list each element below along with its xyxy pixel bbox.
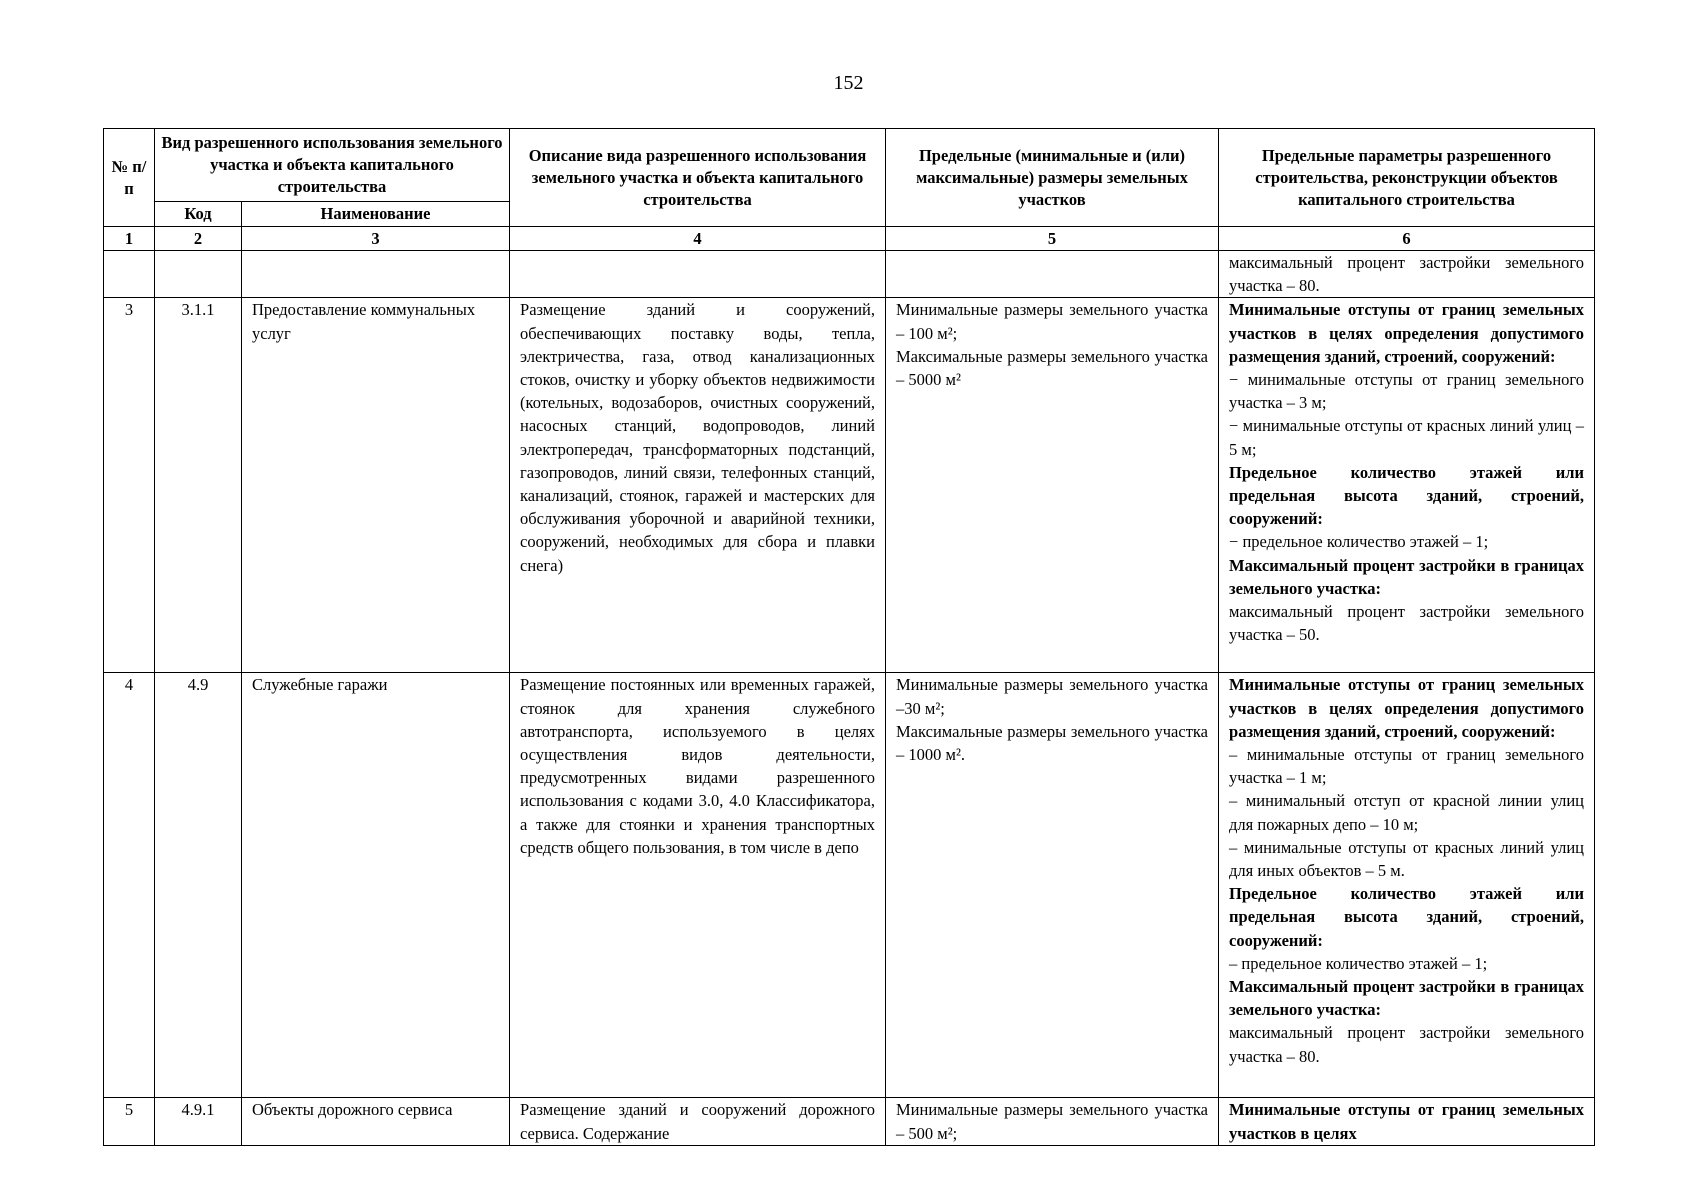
param-line: максимальный процент застройки земельного участка – 50. (1229, 602, 1585, 645)
column-number: 1 (104, 227, 155, 251)
row-number: 3 (104, 298, 155, 673)
param-line: − минимальные отступы от границ земельного участка – 3 м; (1229, 370, 1585, 413)
row-number: 4 (104, 673, 155, 1098)
column-number: 5 (886, 227, 1219, 251)
table-row (104, 673, 1595, 1098)
row-number: 5 (104, 1098, 155, 1145)
param-heading: Предельное количество этажей или предельная высота зданий, строений, сооружений: (1229, 462, 1585, 529)
params-cell (1219, 1098, 1595, 1145)
row-name: Объекты дорожного сервиса (242, 1098, 510, 1145)
column-number: 3 (242, 227, 510, 251)
param-line: максимальный процент застройки земельного участка – 80. (1229, 1023, 1585, 1066)
table-row-continued (104, 251, 1595, 298)
param-line: – минимальные отступы от красных линий улиц для иных объектов – 5 м. (1229, 837, 1585, 881)
params-cell (1219, 251, 1595, 298)
header-code: Код (155, 202, 242, 227)
table-row (104, 298, 1595, 673)
params-cell (1219, 298, 1595, 673)
size-line: Минимальные размеры земельного участка – 100 м²; (896, 300, 1209, 343)
row-name: Предоставление коммунальных услуг (242, 298, 510, 673)
size-line: Минимальные размеры земельного участка – 500 м²; (896, 1100, 1209, 1143)
row-description: Размещение зданий и сооружений дорожного сервиса. Содержание (510, 1098, 886, 1145)
row-code: 4.9.1 (155, 1098, 242, 1145)
column-number: 6 (1219, 227, 1595, 251)
header-name: Наименование (242, 202, 510, 227)
param-line: − предельное количество этажей – 1; (1229, 532, 1489, 552)
param-line: − минимальные отступы от красных линий улиц – 5 м; (1229, 416, 1585, 459)
param-heading: Минимальные отступы от границ земельных участков в целях определения допустимого размещения зданий, строений, сооружений: (1229, 300, 1585, 366)
size-line: Максимальные размеры земельного участка – 5000 м² (896, 346, 1209, 390)
param-line: максимальный процент застройки земельного участка – 80. (1229, 253, 1585, 296)
sizes-cell (886, 1098, 1219, 1145)
param-line: – минимальный отступ от красной линии улиц для пожарных депо – 10 м; (1229, 791, 1585, 834)
header-params: Предельные параметры разрешенного строительства, реконструкции объектов капитального строительства (1219, 129, 1595, 227)
param-heading: Максимальный процент застройки в границах земельного участка: (1229, 977, 1585, 1020)
params-cell (1219, 673, 1595, 1098)
row-description: Размещение постоянных или временных гаражей, стоянок для хранения служебного автотранспорта, используемого в целях осуществления видов деятельности, предусмотренных видами разрешенного использования с кодами 3.0, 4.0 Классификатора, а также для стоянки и хранения транспортных средств общего пользования, в том числе в депо (510, 673, 886, 1098)
row-description: Размещение зданий и сооружений, обеспечивающих поставку воды, тепла, электричества, газа, отвод канализационных стоков, очистку и уборку объектов недвижимости (котельных, водозаборов, очистных сооружений, насосных станций, водопроводов, линий электропередач, трансформаторных подстанций, газопроводов, линий связи, телефонных станций, канализаций, стоянок, гаражей и мастерских для обслуживания уборочной и аварийной техники, сооружений, необходимых для сбора и плавки снега) (510, 298, 886, 673)
regulations-table (103, 128, 1595, 1146)
sizes-cell (886, 298, 1219, 673)
column-number: 2 (155, 227, 242, 251)
page-number: 152 (833, 72, 864, 94)
header-num: № п/п (104, 129, 155, 227)
param-line: – минимальные отступы от границ земельного участка – 1 м; (1229, 745, 1585, 788)
param-heading: Минимальные отступы от границ земельных участков в целях определения допустимого размещения зданий, строений, сооружений: (1229, 675, 1585, 741)
size-line: Максимальные размеры земельного участка – 1000 м². (896, 721, 1209, 765)
row-code: 4.9 (155, 673, 242, 1098)
header-sizes: Предельные (минимальные и (или) максимальные) размеры земельных участков (886, 129, 1219, 227)
header-type-group: Вид разрешенного использования земельного участка и объекта капитального строительства (155, 129, 510, 202)
param-heading: Минимальные отступы от границ земельных участков в целях (1229, 1100, 1585, 1143)
column-numbers-row (104, 227, 1595, 251)
sizes-cell (886, 673, 1219, 1098)
param-heading: Предельное количество этажей или предельная высота зданий, строений, сооружений: (1229, 884, 1585, 950)
row-name: Служебные гаражи (242, 673, 510, 1098)
param-line: – предельное количество этажей – 1; (1229, 953, 1488, 973)
size-line: Минимальные размеры земельного участка –30 м²; (896, 675, 1209, 718)
header-description: Описание вида разрешенного использования земельного участка и объекта капитального строительства (510, 129, 886, 227)
row-code: 3.1.1 (155, 298, 242, 673)
column-number: 4 (510, 227, 886, 251)
param-heading: Максимальный процент застройки в границах земельного участка: (1229, 555, 1585, 598)
table-row (104, 1098, 1595, 1145)
